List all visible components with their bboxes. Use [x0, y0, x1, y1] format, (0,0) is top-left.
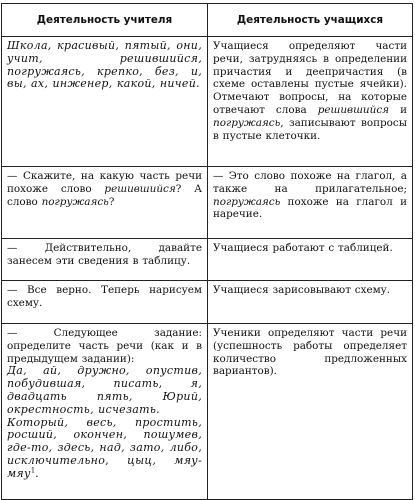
- header-teacher-activity: Деятельность учителя: [2, 4, 208, 37]
- cell-text: — Действительно, давайте занесем эти сведения в таблицу.: [7, 242, 202, 267]
- teacher-cell: [2, 239, 208, 281]
- table-row: [2, 281, 413, 324]
- cell-text: похоже на глагол и наречие.: [213, 195, 407, 221]
- word-list: Который, весь, простить, росший, окончен, пошумев, где-то, здесь, над, зато, либо, исключительно, цыц, мяу-мяу: [7, 415, 202, 480]
- cell-text: Учащиеся определяют части речи, затрудняясь в определении причастия и деепричастия (в схеме оставлены пустые ячейки). Отмечают вопросы, на которые отвечают слова: [213, 40, 407, 116]
- students-cell: [208, 37, 413, 167]
- table-row: [2, 324, 413, 500]
- cell-text: и: [389, 103, 407, 116]
- cell-text: ?: [108, 195, 115, 208]
- students-cell: [208, 281, 413, 324]
- cell-text: Учащиеся работают с таблицей.: [213, 242, 393, 254]
- cell-text: ? А слово: [7, 182, 202, 208]
- cell-text-italic: погружаясь: [213, 116, 281, 129]
- students-cell: [208, 167, 413, 239]
- teacher-cell: [2, 324, 208, 500]
- footnote-marker: 1: [30, 466, 36, 475]
- teacher-cell: [2, 281, 208, 324]
- table-header-row: [2, 4, 413, 37]
- cell-text-italic: решившийся: [317, 103, 390, 116]
- cell-text: — Все верно. Теперь нарисуем схему.: [7, 284, 202, 309]
- cell-text: — Скажите, на какую часть речи похоже слово: [7, 170, 202, 195]
- word-list: Школа, красивый, пятый, они, учит, решившийся, погружаясь, крепко, без, и, вы, ах, инженер, какой, ничей.: [7, 39, 202, 91]
- teacher-cell: [2, 37, 208, 167]
- cell-text: , записывают вопросы в пустые клеточки.: [213, 116, 407, 142]
- cell-text: Ученики определяют части речи (успешность работы определяет количество предложенных вариантов).: [213, 327, 407, 378]
- word-list-end: .: [35, 466, 39, 480]
- cell-text: — Это слово похоже на глагол, а также на прилагательное;: [213, 170, 407, 195]
- teacher-cell: [2, 167, 208, 239]
- cell-text: Учащиеся зарисовывают схему.: [213, 284, 391, 296]
- lesson-table: [1, 3, 413, 500]
- task-intro: — Следующее задание: определите часть речи (как и в предыдущем задании):: [7, 327, 202, 365]
- students-cell: [208, 239, 413, 281]
- cell-text-italic: погружаясь: [213, 195, 281, 208]
- cell-text-italic: погружаясь: [41, 195, 109, 208]
- students-cell: [208, 324, 413, 500]
- header-students-activity: Деятельность учащихся: [208, 4, 413, 37]
- cell-text-italic: решившийся: [104, 182, 176, 195]
- table-row: [2, 239, 413, 281]
- word-list: Да, ай, дружно, опустив, побудившая, писать, я, двадцать пять, Юрий, окрестность, исчезать.: [7, 364, 202, 416]
- table-row: [2, 37, 413, 167]
- table-row: [2, 167, 413, 239]
